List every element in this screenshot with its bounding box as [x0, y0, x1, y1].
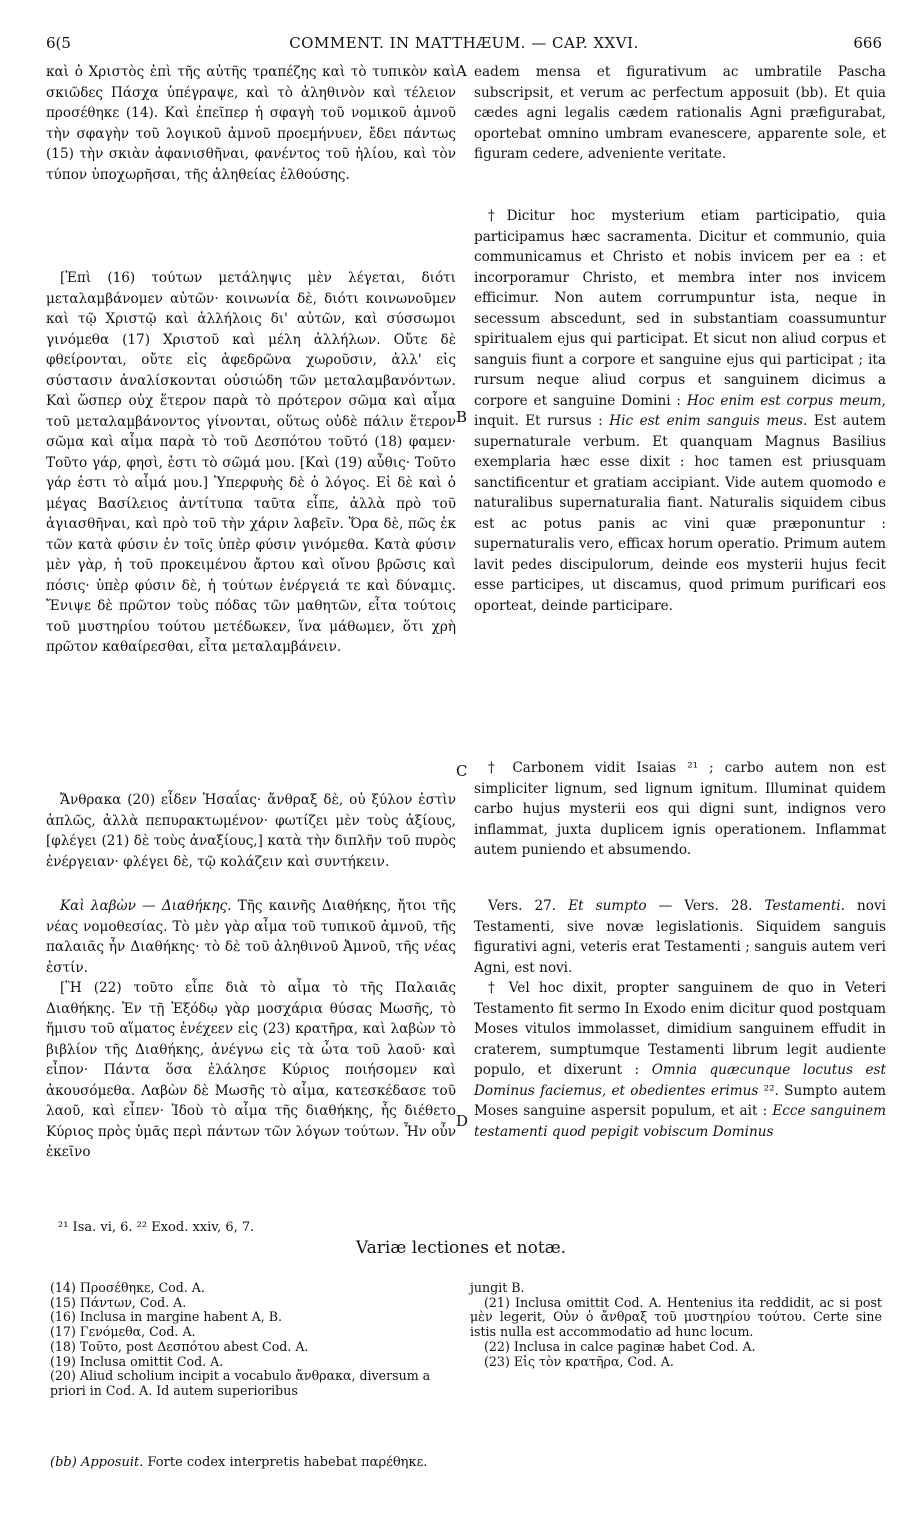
translator-note: (bb) Apposuit. Forte codex interpretis habebat παρέθηκε.	[50, 1455, 428, 1470]
margin-marker-d: D	[456, 1112, 469, 1130]
latin-paragraph-4: Vers. 27. Et sumpto — Vers. 28. Testamenti. novi Testamenti, sive novæ legislationis. Siquidem sanguis figurativi agni, veteris erat Testamenti ; sanguis autem veri Agni, est novi.	[474, 898, 887, 976]
variant-note: (18) Τοῦτο, post Δεσπότου abest Cod. A.	[50, 1338, 309, 1354]
latin-paragraph-2: †Dicitur hoc mysterium etiam participatio, quia participamus hæc sacramenta. Dicitur et communio, quia communicamus et Christo et nobis invicem per ea : et incorporamur Christo, et membra inter nos invicem efficimur. Non autem corrumpuntur ista, neque in secessum abscedunt, sed in substantiam coassumuntur spiritualem ejus qui participat. Et sicut non aliud corpus et sanguis fiunt a corpore et sanguine ejus qui participat ; ita rursum neque aliud corpus et sanguinem dicimus a corpore et sanguine Domini : Hoc enim est corpus meum, inquit. Et rursus : Hic est enim sanguis meus. Est autem supernaturale verbum. Et quanquam Magnus Basilius exemplaria hæc esse dixit : hoc tamen est priusquam sanctificentur et gratiam accipiant. Vide autem quomodo e naturalibus supernaturalia fiant. Naturalis siquidem cibus est ac potus panis ac vini quæ præponuntur : supernaturalis vero, efficax horum operatio. Primum autem lavit pedes discipulorum, deinde eos mysterii hujus fecit esse participes, ut discamus, quod primum purificari eos oporteat, deinde participare.	[474, 208, 886, 614]
greek-paragraph-3: Ἄνθρακα (20) εἶδεν Ἡσαΐας· ἄνθραξ δὲ, οὐ ξύλον ἐστὶν ἁπλῶς, ἀλλὰ πεπυρακτωμένον· φωτίζει μὲν τοὺς ἀξίους, [φλέγει (21) δὲ τοὺς ἀναξίους,] κατὰ τὴν διπλῆν τοῦ πυρὸς ἐνέργειαν· φλέγει δὲ, τῷ κολάζειν καὶ συντήκειν.	[46, 792, 456, 870]
variant-note: (19) Inclusa omittit Cod. A.	[50, 1353, 224, 1369]
margin-marker-b: B	[456, 408, 468, 426]
latin-paragraph-5: † Vel hoc dixit, propter sanguinem de quo in Veteri Testamento fit sermo In Exodo enim dicitur quod postquam Moses vitulos immolasset, dimidium sanguinem effudit in craterem, sumptumque Testamenti librum legit audiente populo, et dixerunt : Omnia quæcunque locutus est Dominus faciemus, et obedientes erimus ²². Sumpto autem Moses sanguine aspersit populum, et ait : Ecce sanguinem testamenti quod pepigit vobiscum Dominus	[474, 980, 886, 1140]
greek-paragraph-4: Καὶ λαβὼν — Διαθήκης. Τῆς καινῆς Διαθήκης, ἤτοι τῆς νέας νομοθεσίας. Τὸ μὲν γὰρ αἷμα τοῦ τυπικοῦ ἀμνοῦ, τῆς παλαιᾶς ἦν Διαθήκης· τὸ δὲ τοῦ ἀληθινοῦ Ἀμνοῦ, τῆς νέας ἐστίν.	[46, 898, 456, 976]
variant-note: (23) Εἰς τὸν κρατῆρα, Cod. A.	[484, 1353, 674, 1369]
greek-paragraph-2: [Ἐπὶ (16) τούτων μετάληψις μὲν λέγεται, διότι μεταλαμβάνομεν αὐτῶν· κοινωνία δὲ, διότι κοινωνοῦμεν καὶ τῷ Χριστῷ καὶ ἀλλήλοις δι' αὐτῶν, καὶ σύσσωμοι γινόμεθα (17) Χριστοῦ καὶ μέλη ἀλλήλων. Οὔτε δὲ φθείρονται, οὔτε εἰς ἀφεδρῶνα χωροῦσιν, ἀλλ' εἰς σύστασιν ἀναλίσκονται οὐσιώδη τῶν μεταλαμβανόντων. Καὶ ὥσπερ οὐχ ἕτερον παρὰ τὸ πρότερον σῶμα καὶ αἷμα τοῦ μεταλαμβάνοντος γίνονται, οὕτως οὐδὲ πάλιν ἕτερον σῶμα καὶ αἷμα παρὰ τὸ τοῦ Δεσπότου τοῦτό (18) φαμεν· Τοῦτο γάρ, φησὶ, ἐστι τὸ σῶμά μου. [Καὶ (19) αὖθις· Τοῦτο γάρ ἐστι τὸ αἷμά μου.] Ὑπερφυὴς δὲ ὁ λόγος. Εἰ δὲ καὶ ὁ μέγας Βασίλειος ἀντίτυπα ταῦτα εἶπε, ἀλλὰ πρὸ τοῦ ἁγιασθῆναι, καὶ πρὸ τοῦ τὴν χάριν λαβεῖν. Ὅρα δὲ, πῶς ἐκ τῶν κατὰ φύσιν ἐν τοῖς ὑπὲρ φύσιν γινόμεθα. Κατὰ φύσιν μὲν γὰρ, ἡ τοῦ προκειμένου ἄρτου καὶ οἴνου βρῶσις καὶ πόσις· ὑπὲρ φύσιν δὲ, ἡ τούτων ἐνέργειά τε καὶ δύναμις. Ἔνιψε δὲ πρῶτον τοὺς πόδας τῶν μαθητῶν, εἶτα τούτοις τοῦ μυστηρίου τούτου μετέδωκεν, ἵνα μάθωμεν, ὅτι χρὴ πρῶτον καθαίρεσθαι, εἶτα μεταλαμβάνειν.	[46, 270, 456, 655]
variant-note: (20) Aliud scholium incipit a vocabulo ἄνθρακα, diversum a priori in Cod. A. Id autem superioribus	[50, 1368, 431, 1398]
variant-note: (21) Inclusa omittit Cod. A. Hentenius ita reddidit, ac si post μὲν legerit, Οὐν ὁ ἄνθραξ τοῦ μυστηρίου τούτου. Certe sine istis nulla est accommodatio ad hunc locum.	[470, 1294, 882, 1340]
variae-right-column	[470, 1281, 882, 1369]
latin-paragraph-1: eadem mensa et figurativum ac umbratile Pascha subscripsit, et verum ac perfectum apposuit (bb). Et quia cædes agni legalis cædem rationalis Agni præfigurabat, oportebat omnino umbram evanescere, apparente sole, et figuram cedere, adveniente veritate.	[474, 64, 886, 162]
variant-note: (16) Inclusa in margine habent A, B.	[50, 1309, 283, 1325]
running-header	[46, 34, 882, 54]
latin-paragraph-3: † Carbonem vidit Isaias ²¹ ; carbo autem non est simpliciter lignum, sed lignum ignitum. Illuminat quidem carbo hujus mysterii eos qui digni sunt, indignos vero inflammat, juxta duplicem ignis operationem. Inflammat autem puniendo et absumendo.	[474, 760, 886, 858]
margin-marker-c: C	[456, 762, 468, 780]
variant-note: (22) Inclusa in calce paginæ habet Cod. A.	[484, 1338, 756, 1354]
variant-note: jungit B.	[470, 1280, 525, 1295]
margin-marker-a: A	[456, 62, 467, 80]
variae-left-column	[50, 1281, 452, 1399]
running-title: COMMENT. IN MATTHÆUM. — CAP. XXVI.	[289, 34, 639, 52]
greek-paragraph-5: [Ἢ (22) τοῦτο εἶπε διὰ τὸ αἷμα τὸ τῆς Παλαιᾶς Διαθήκης. Ἐν τῇ Ἐξόδῳ γὰρ μοσχάρια θύσας Μωσῆς, τὸ ἥμισυ τοῦ αἵματος ἐνέχεεν εἰς (23) κρατῆρα, καὶ λαβὼν τὸ βιβλίον τῆς Διαθήκης, ἀνέγνω εἰς τὰ ὦτα τοῦ λαοῦ· καὶ εἶπον· Πάντα ὅσα ἐλάλησε Κύριος ποιήσομεν καὶ ἀκουσόμεθα. Λαβὼν δὲ Μωσῆς τὸ αἷμα, κατεσκέδασε τοῦ λαοῦ, καὶ εἶπεν· Ἰδοὺ τὸ αἷμα τῆς διαθήκης, ἧς διέθετο Κύριος πρὸς ὑμᾶς περὶ πάντων τῶν λόγων τούτων. Ἦν οὖν ἐκεῖνο	[46, 980, 456, 1160]
greek-paragraph-1: καὶ ὁ Χριστὸς ἐπὶ τῆς αὐτῆς τραπέζης καὶ τὸ τυπικὸν καὶ σκιῶδες Πάσχα ὑπέγραψε, καὶ τὸ ἀληθινὸν καὶ τέλειον προσέθηκε (14). Καὶ ἐπεῖπερ ἡ σφαγὴ τοῦ νομικοῦ ἀμνοῦ τὴν σφαγὴν τοῦ λογικοῦ ἀμνοῦ προεμήνυεν, ἔδει πάντως (15) τὴν σκιὰν ἀφανισθῆναι, φανέντος τοῦ ἡλίου, καὶ τὸν τύπον ὑποχωρῆσαι, τῆς ἀληθείας ἐλθούσης.	[46, 64, 456, 183]
page-number-left: 6(5	[46, 34, 71, 52]
variant-note: (15) Πάντων, Cod. A.	[50, 1294, 187, 1310]
scripture-footnotes: ²¹ Isa. vi, 6. ²² Exod. xxiv, 6, 7.	[58, 1220, 255, 1235]
page-number-right: 666	[853, 34, 882, 52]
variant-note: (14) Προσέθηκε, Cod. A.	[50, 1280, 205, 1295]
variant-note: (17) Γενόμεθα, Cod. A.	[50, 1324, 196, 1340]
variae-lectiones-title: Variæ lectiones et notæ.	[355, 1238, 567, 1258]
